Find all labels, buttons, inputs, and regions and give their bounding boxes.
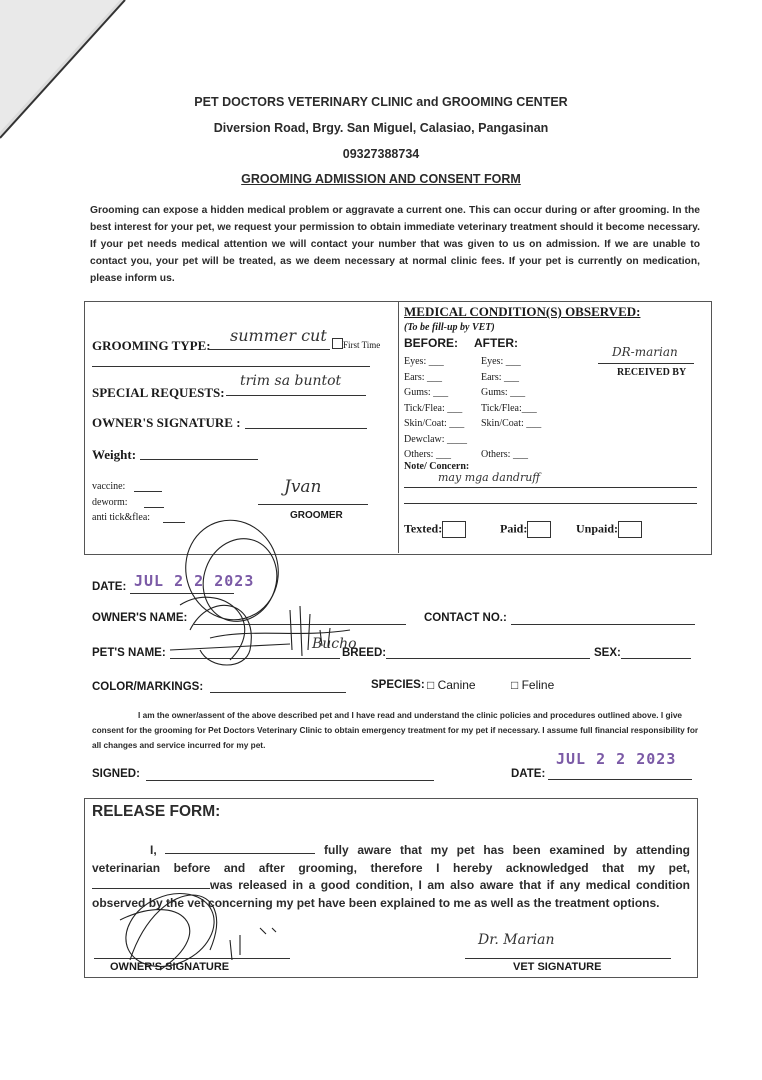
breed-label: BREED: bbox=[342, 647, 387, 659]
deworm-line bbox=[144, 506, 164, 508]
vaccine-line bbox=[134, 490, 162, 492]
vet-sig-name: Dr. Marian bbox=[478, 932, 555, 948]
note-line-2 bbox=[404, 502, 697, 504]
before-item: Eyes: ___ bbox=[404, 356, 444, 367]
anti-tick-label: anti tick&flea: bbox=[92, 512, 151, 523]
breed-line bbox=[386, 657, 590, 659]
owner-signature-line bbox=[245, 427, 367, 429]
signed-line bbox=[146, 779, 434, 781]
pets-name-label: PET'S NAME: bbox=[92, 647, 166, 659]
received-by-label: RECEIVED BY bbox=[617, 367, 687, 378]
clinic-phone: 09327388734 bbox=[342, 147, 420, 161]
sex-label: SEX: bbox=[594, 647, 621, 659]
before-item: Skin/Coat: ___ bbox=[404, 418, 465, 429]
after-item: Ears: ___ bbox=[481, 371, 520, 383]
grooming-type-label: GROOMING TYPE: bbox=[92, 338, 211, 353]
after-item: Eyes: ___ bbox=[481, 356, 521, 367]
sex-line bbox=[621, 657, 691, 659]
release-text: I, fully aware that my pet has been examined by attending veterinarian before and after grooming, therefore I hereby acknowledged that my pet, was released in a good condition, I am also aware that if any medical condition observed by the vet concerning my pet have been explained to me as well as the treatment options. bbox=[92, 843, 690, 910]
before-item: Others: ___ bbox=[404, 449, 451, 460]
pets-name-value[interactable]: Bucho bbox=[312, 636, 357, 652]
vet-sig-label: VET SIGNATURE bbox=[513, 961, 602, 973]
special-requests-value[interactable]: trim sa buntot bbox=[240, 373, 342, 389]
consent-text: I am the owner/assent of the above described pet and I have read and understand the clinic policies and procedures outlined above. I give consent for the grooming for Pet Doctors Veterinary Clinic to obtain emergency treatment for my pet if necessary. I assume full financial responsibility for all changes and service incurred for my pet. bbox=[92, 710, 699, 750]
intro-text: Grooming can expose a hidden medical problem or aggravate a current one. This can occur during or after grooming. In the best interest for your pet, we request your permission to obtain immediate veterinary treatment should it become necessary. If your pet needs medical attention we will contact your number that was given to us on admission. If we are unable to contact you, your pet will be treated, as we deem necessary at normal clinic fees. If your pet is currently on medication, please inform us. bbox=[90, 205, 700, 284]
after-item: Gums: ___ bbox=[481, 387, 526, 398]
texted-checkbox[interactable] bbox=[442, 521, 466, 538]
before-item: Tick/Flea: ___ bbox=[404, 402, 463, 414]
note-line-1 bbox=[404, 486, 697, 488]
before-item: Gums: ___ bbox=[404, 387, 449, 398]
unpaid-checkbox[interactable] bbox=[618, 521, 642, 538]
received-by-name: DR-marian bbox=[612, 345, 678, 359]
before-label: BEFORE: bbox=[404, 336, 458, 350]
signed-date-label: DATE: bbox=[511, 768, 546, 780]
special-requests-line bbox=[226, 394, 366, 396]
weight-label: Weight: bbox=[92, 447, 137, 462]
after-item: Others: ___ bbox=[481, 449, 528, 460]
vet-sig-line bbox=[465, 957, 671, 959]
date-stamp: JUL 2 2 2023 bbox=[134, 572, 255, 590]
unpaid-field: Unpaid: bbox=[576, 521, 642, 538]
texted-field: Texted: bbox=[404, 521, 466, 538]
clinic-name: PET DOCTORS VETERINARY CLINIC and GROOMING CENTER bbox=[194, 95, 568, 109]
grooming-type-line-2 bbox=[92, 365, 370, 367]
grooming-type-line bbox=[208, 348, 330, 350]
date-label: DATE: bbox=[92, 581, 127, 593]
release-owner-signature-scribble bbox=[100, 810, 300, 980]
canine-option[interactable]: □ Canine bbox=[427, 678, 476, 692]
note-label: Note/ Concern: bbox=[404, 461, 470, 472]
owner-sig-label: OWNER'S SIGNATURE bbox=[110, 961, 230, 973]
paid-checkbox[interactable] bbox=[527, 521, 551, 538]
feline-option[interactable]: □ Feline bbox=[511, 678, 555, 692]
weight-line bbox=[140, 458, 258, 460]
color-markings-line bbox=[210, 691, 346, 693]
contact-label: CONTACT NO.: bbox=[424, 612, 507, 624]
before-item: Dewclaw: ____ bbox=[404, 433, 468, 445]
column-divider bbox=[398, 302, 399, 553]
color-markings-label: COLOR/MARKINGS: bbox=[92, 681, 204, 693]
first-time-label: First Time bbox=[343, 340, 381, 350]
before-list bbox=[404, 354, 467, 463]
species-label: SPECIES: bbox=[371, 679, 425, 691]
first-time-checkbox[interactable] bbox=[332, 338, 343, 349]
groomer-name: Jvan bbox=[284, 477, 322, 497]
after-item: Tick/Flea:___ bbox=[481, 402, 537, 414]
vaccine-label: vaccine: bbox=[92, 481, 126, 492]
signed-label: SIGNED: bbox=[92, 768, 140, 780]
owners-name-label: OWNER'S NAME: bbox=[92, 612, 188, 624]
after-list bbox=[481, 354, 541, 463]
signed-date-stamp: JUL 2 2 2023 bbox=[556, 750, 677, 768]
clinic-address: Diversion Road, Brgy. San Miguel, Calasiao, Pangasinan bbox=[213, 121, 549, 135]
groomer-label: GROOMER bbox=[290, 510, 343, 521]
special-requests-label: SPECIAL REQUESTS: bbox=[92, 385, 225, 400]
release-title: RELEASE FORM: bbox=[92, 803, 221, 820]
received-by-line bbox=[598, 362, 694, 364]
groomer-line bbox=[258, 503, 368, 505]
after-label: AFTER: bbox=[474, 336, 518, 350]
deworm-label: deworm: bbox=[92, 497, 128, 508]
medical-title: MEDICAL CONDITION(S) OBSERVED: bbox=[404, 304, 641, 319]
before-item: Ears: ___ bbox=[404, 371, 443, 383]
contact-line bbox=[511, 623, 695, 625]
medical-subtitle: (To be fill-up by VET) bbox=[404, 322, 495, 333]
form-title: GROOMING ADMISSION AND CONSENT FORM bbox=[241, 172, 521, 186]
owner-signature-label: OWNER'S SIGNATURE : bbox=[92, 415, 241, 430]
owner-signature-scribble bbox=[150, 510, 390, 680]
grooming-type-value[interactable]: summer cut bbox=[230, 326, 327, 345]
paid-field: Paid: bbox=[500, 521, 551, 538]
note-value[interactable]: may mga dandruff bbox=[438, 471, 541, 484]
signed-date-line bbox=[548, 778, 692, 780]
after-item: Skin/Coat: ___ bbox=[481, 418, 542, 429]
